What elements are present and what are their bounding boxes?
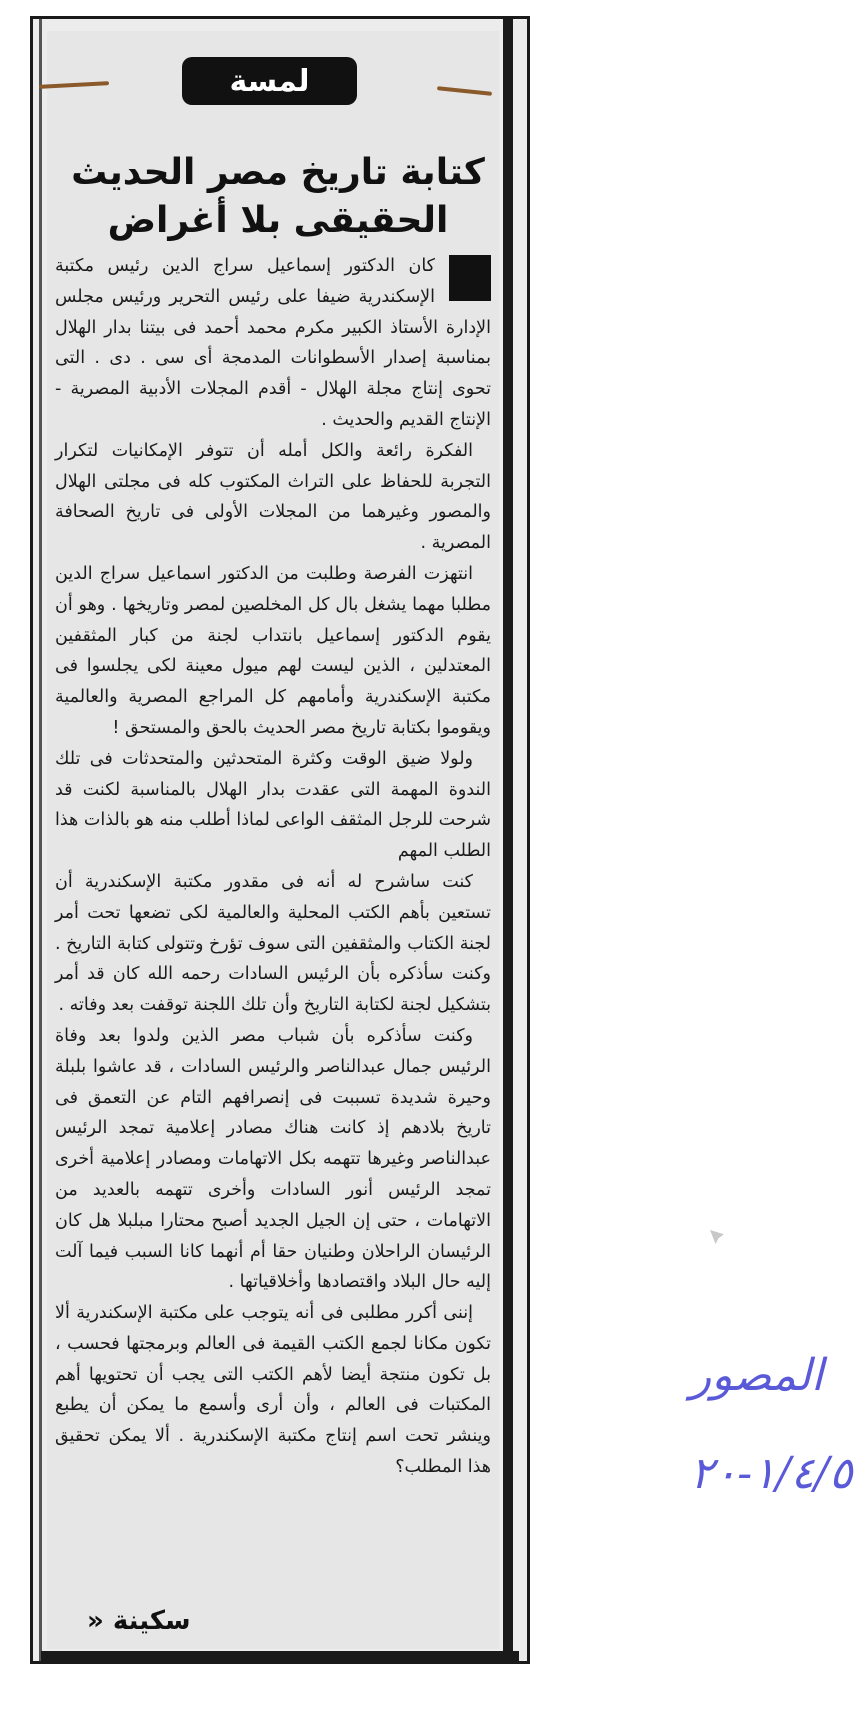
headline-line-2: الحقيقى بلا أغراض xyxy=(107,200,449,241)
handwritten-date: ١/٤/٥-٢٠ xyxy=(690,1448,853,1499)
article-column xyxy=(47,31,499,1649)
paragraph: كان الدكتور إسماعيل سراج الدين رئيس مكتبة الإسكندرية ضيفا على رئيس التحرير ورئيس مجلس الإدارة الأستاذ الكبير مكرم محمد أحمد فى بيتنا بدار الهلال بمناسبة إصدار الأسطوانات المدمجة أى سى . دى . التى تحوى إنتاج مجلة الهلال - أقدم المجلات الأدبية المصرية - الإنتاج القديم والحديث . xyxy=(55,256,491,430)
drop-square-icon xyxy=(449,255,491,301)
paragraph: إننى أكرر مطلبى فى أنه يتوجب على مكتبة الإسكندرية ألا تكون مكانا لجمع الكتب القيمة فى العالم وبرمجتها فحسب ، بل تكون منتجة أيضا لأهم الكتب التى يجب أن تحتويها أهم المكتبات فى العالم ، وأن أرى وأسمع ما يمكن أن يطبع وينشر تحت اسم إنتاج مكتبة الإسكندرية . ألا يمكن تحقيق هذا المطلب؟ xyxy=(55,1303,491,1478)
article-body xyxy=(55,251,491,1483)
left-column-rule xyxy=(39,19,42,1661)
author-signature xyxy=(87,1606,191,1636)
bottom-rule xyxy=(41,1651,519,1661)
headline xyxy=(67,149,489,245)
signature-mark: « xyxy=(87,1606,104,1636)
author-name: سكينة xyxy=(112,1606,191,1636)
staple-right xyxy=(437,86,492,96)
paragraph: انتهزت الفرصة وطلبت من الدكتور اسماعيل سراج الدين مطلبا مهما يشغل بال كل المخلصين لمصر وتاريخها . وهو أن يقوم الدكتور إسماعيل بانتداب لجنة من كبار المثقفين المعتدلين ، الذين ليست لهم ميول معينة لكى يجلسوا فى مكتبة الإسكندرية وأمامهم كل المراجع المصرية والعالمية ويقوموا بكتابة تاريخ مصر الحديث بالحق والمستحق ! xyxy=(55,563,491,738)
paragraph: الفكرة رائعة والكل أمله أن تتوفر الإمكانيات لتكرار التجربة للحفاظ على التراث المكتوب كله فى مجلتى الهلال والمصور وغيرهما من المجلات الأولى فى تاريخ الصحافة المصرية . xyxy=(55,440,491,554)
handwritten-source: المصور xyxy=(690,1350,824,1401)
paragraph: وكنت سأذكره بأن شباب مصر الذين ولدوا بعد وفاة الرئيس جمال عبدالناصر والرئيس السادات ، قد عاشوا بلبلة وحيرة شديدة تسببت فى إنصرافهم التام عن التعمق فى تاريخ بلادهم إذ كانت هناك مصادر إعلامية تمجد الرئيس عبدالناصر وغيرها تتهمه بكل الاتهامات ومصادر إعلامية أخرى تمجد الرئيس أنور السادات وأخرى تتهمه بالعديد من الاتهامات ، حتى إن الجيل الجديد أصبح محتارا مبلبلا هل كان الرئيسان الراحلان وطنيان حقا أم أنهما كانا السبب فيما آلت إليه حال البلاد واقتصادها وأخلاقياتها . xyxy=(55,1025,491,1293)
paper-speck xyxy=(710,1230,724,1244)
right-column-rule xyxy=(503,19,513,1661)
paragraph: ولولا ضيق الوقت وكثرة المتحدثين والمتحدثات فى تلك الندوة المهمة التى عقدت بدار الهلال بالمناسبة لكنت قد شرحت للرجل المثقف الواعى لماذا أطلب منه هو بالذات هذا الطلب المهم xyxy=(55,748,491,862)
paragraph: كنت ساشرح له أنه فى مقدور مكتبة الإسكندرية أن تستعين بأهم الكتب المحلية والعالمية لكى تضعها تحت أمر لجنة الكتاب والمثقفين التى سوف تؤرخ وتتولى كتابة التاريخ . وكنت سأذكره بأن الرئيس السادات رحمه الله كان قد أمر بتشكيل لجنة لكتابة التاريخ وأن تلك اللجنة توقفت بعد وفاته . xyxy=(55,871,491,1016)
newspaper-clipping xyxy=(30,16,530,1664)
staple-left xyxy=(39,81,109,89)
headline-line-1: كتابة تاريخ مصر الحديث xyxy=(71,152,485,193)
column-rubric: لمسة xyxy=(182,57,357,105)
